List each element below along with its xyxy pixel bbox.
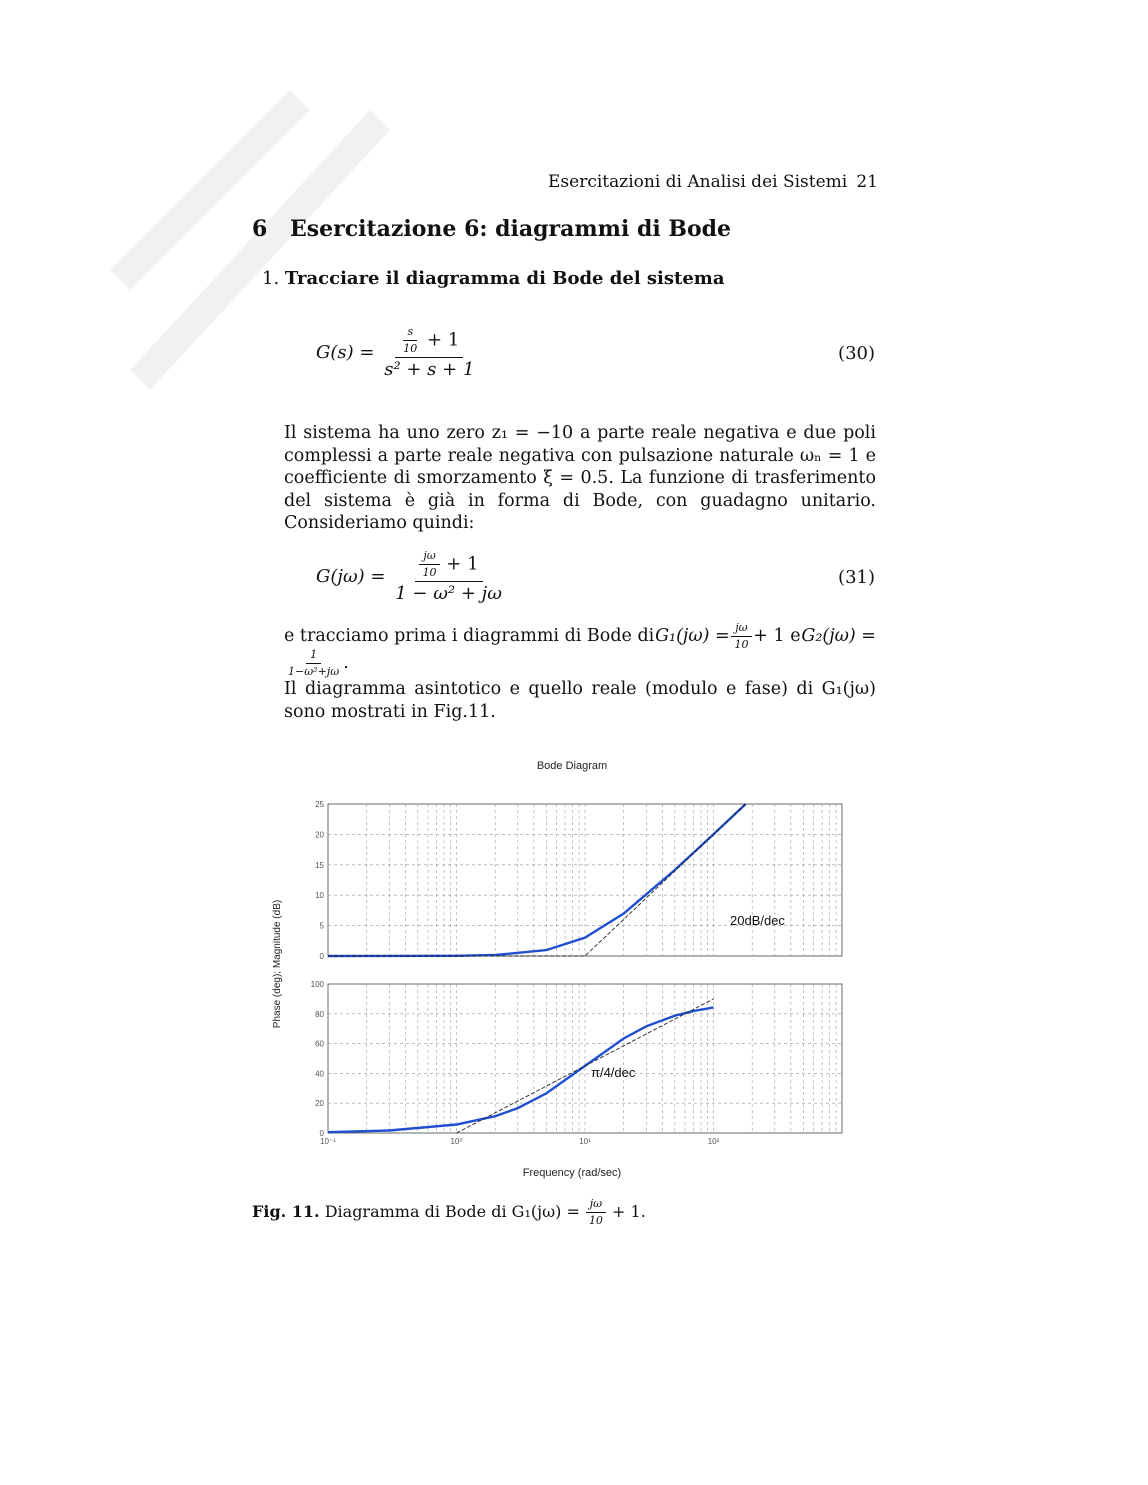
paragraph-2-g1-rest: + 1 e xyxy=(753,626,801,647)
running-header xyxy=(548,172,878,192)
caption-label: Fig. 11. xyxy=(252,1202,320,1222)
x-axis-label: Frequency (rad/sec) xyxy=(522,1167,622,1179)
paragraph-1-text: Il sistema ha uno zero z₁ = −10 a parte reale negativa e due poli complessi a parte reale negativa con pulsazione naturale ωₙ = 1 e coefficiente di smorzamento ξ = 0.5. La funzione di trasferimento del sistema è già in forma di Bode, con guadagno unitario. Consideriamo quindi: xyxy=(284,423,876,533)
paragraph-2-g1: G₁(jω) = xyxy=(655,626,730,647)
eq30-small-den: 10 xyxy=(403,342,418,356)
eq30-num-rest: + 1 xyxy=(427,329,460,351)
phase-annotation: π/4/dec xyxy=(591,1065,636,1080)
exercise-heading xyxy=(262,268,725,289)
paragraph-2-text: e tracciamo prima i diagrammi di Bode di xyxy=(284,626,655,647)
y-axis-label: Phase (deg); Magnitude (dB) xyxy=(272,899,283,1029)
eq30-den: s² + s + 1 xyxy=(384,359,475,381)
equation-31-fraction xyxy=(391,550,506,604)
chart-title: Bode Diagram xyxy=(536,760,608,772)
page-number: 21 xyxy=(856,172,878,192)
section-number: 6 xyxy=(252,216,268,242)
bode-diagram xyxy=(262,752,872,1192)
phase-y-tick-label: 40 xyxy=(315,1069,324,1079)
paragraph-2-g2: G₂(jω) = xyxy=(801,626,876,647)
caption-text: Diagramma di Bode di G₁(jω) = xyxy=(324,1202,580,1222)
magnitude-y-tick-label: 15 xyxy=(315,860,324,870)
equation-31-lhs: G(jω) = xyxy=(316,565,386,587)
section-title: Esercitazione 6: diagrammi di Bode xyxy=(290,216,732,242)
equation-30-lhs: G(s) = xyxy=(316,341,375,363)
paragraph-2 xyxy=(284,622,876,723)
magnitude-panel-frame xyxy=(328,804,842,956)
eq31-num-rest: + 1 xyxy=(446,553,479,575)
caption-frac-den: 10 xyxy=(588,1214,603,1228)
magnitude-y-tick-label: 0 xyxy=(319,952,324,961)
exercise-title: Tracciare il diagramma di Bode del sistema xyxy=(284,268,725,289)
phase-y-tick-label: 0 xyxy=(319,1129,324,1138)
phase-y-tick-label: 20 xyxy=(315,1099,324,1109)
eq30-small-num: s xyxy=(403,326,417,341)
section-heading xyxy=(252,216,731,242)
running-header-title: Esercitazioni di Analisi dei Sistemi xyxy=(548,172,848,192)
magnitude-y-tick-label: 5 xyxy=(319,921,324,931)
g2-frac-num: 1 xyxy=(306,649,321,664)
eq31-den: 1 − ω² + jω xyxy=(395,583,502,605)
g2-frac-den: 1−ω²+jω xyxy=(288,665,340,679)
x-tick-label: 10⁰ xyxy=(450,1137,463,1146)
x-tick-label: 10⁻¹ xyxy=(320,1137,336,1146)
x-tick-label: 10¹ xyxy=(579,1137,591,1146)
paragraph-2-line-1 xyxy=(284,622,876,651)
x-tick-label: 10² xyxy=(707,1137,720,1146)
magnitude-y-tick-label: 25 xyxy=(315,800,324,809)
paragraph-1 xyxy=(284,422,876,535)
magnitude-y-tick-label: 10 xyxy=(315,891,324,901)
g1-frac-num: jω xyxy=(731,622,751,637)
equation-31-label: (31) xyxy=(838,567,875,588)
phase-y-tick-label: 100 xyxy=(310,980,324,989)
paragraph-2-g2-fraction: $\frac{1}{\text{1−ω²+jω}}$ . xyxy=(284,649,876,678)
equation-31 xyxy=(316,550,506,604)
figure-caption xyxy=(252,1198,646,1227)
caption-frac-num: jω xyxy=(586,1198,606,1213)
caption-rest: + 1. xyxy=(612,1202,646,1222)
equation-30-fraction xyxy=(380,326,478,380)
g1-frac-den: 10 xyxy=(734,638,749,652)
equation-30 xyxy=(316,326,478,380)
equation-30-label: (30) xyxy=(838,343,875,364)
eq31-small-den: 10 xyxy=(422,566,437,580)
exercise-number: 1. xyxy=(262,268,280,289)
paragraph-2-line-2: Il diagramma asintotico e quello reale (modulo e fase) di G₁(jω) sono mostrati in Fig.11. xyxy=(284,679,876,722)
magnitude-y-tick-label: 20 xyxy=(315,830,324,840)
magnitude-annotation: 20dB/dec xyxy=(730,913,785,928)
eq31-small-num: jω xyxy=(419,550,439,565)
phase-y-tick-label: 80 xyxy=(315,1009,324,1019)
phase-y-tick-label: 60 xyxy=(315,1039,324,1049)
